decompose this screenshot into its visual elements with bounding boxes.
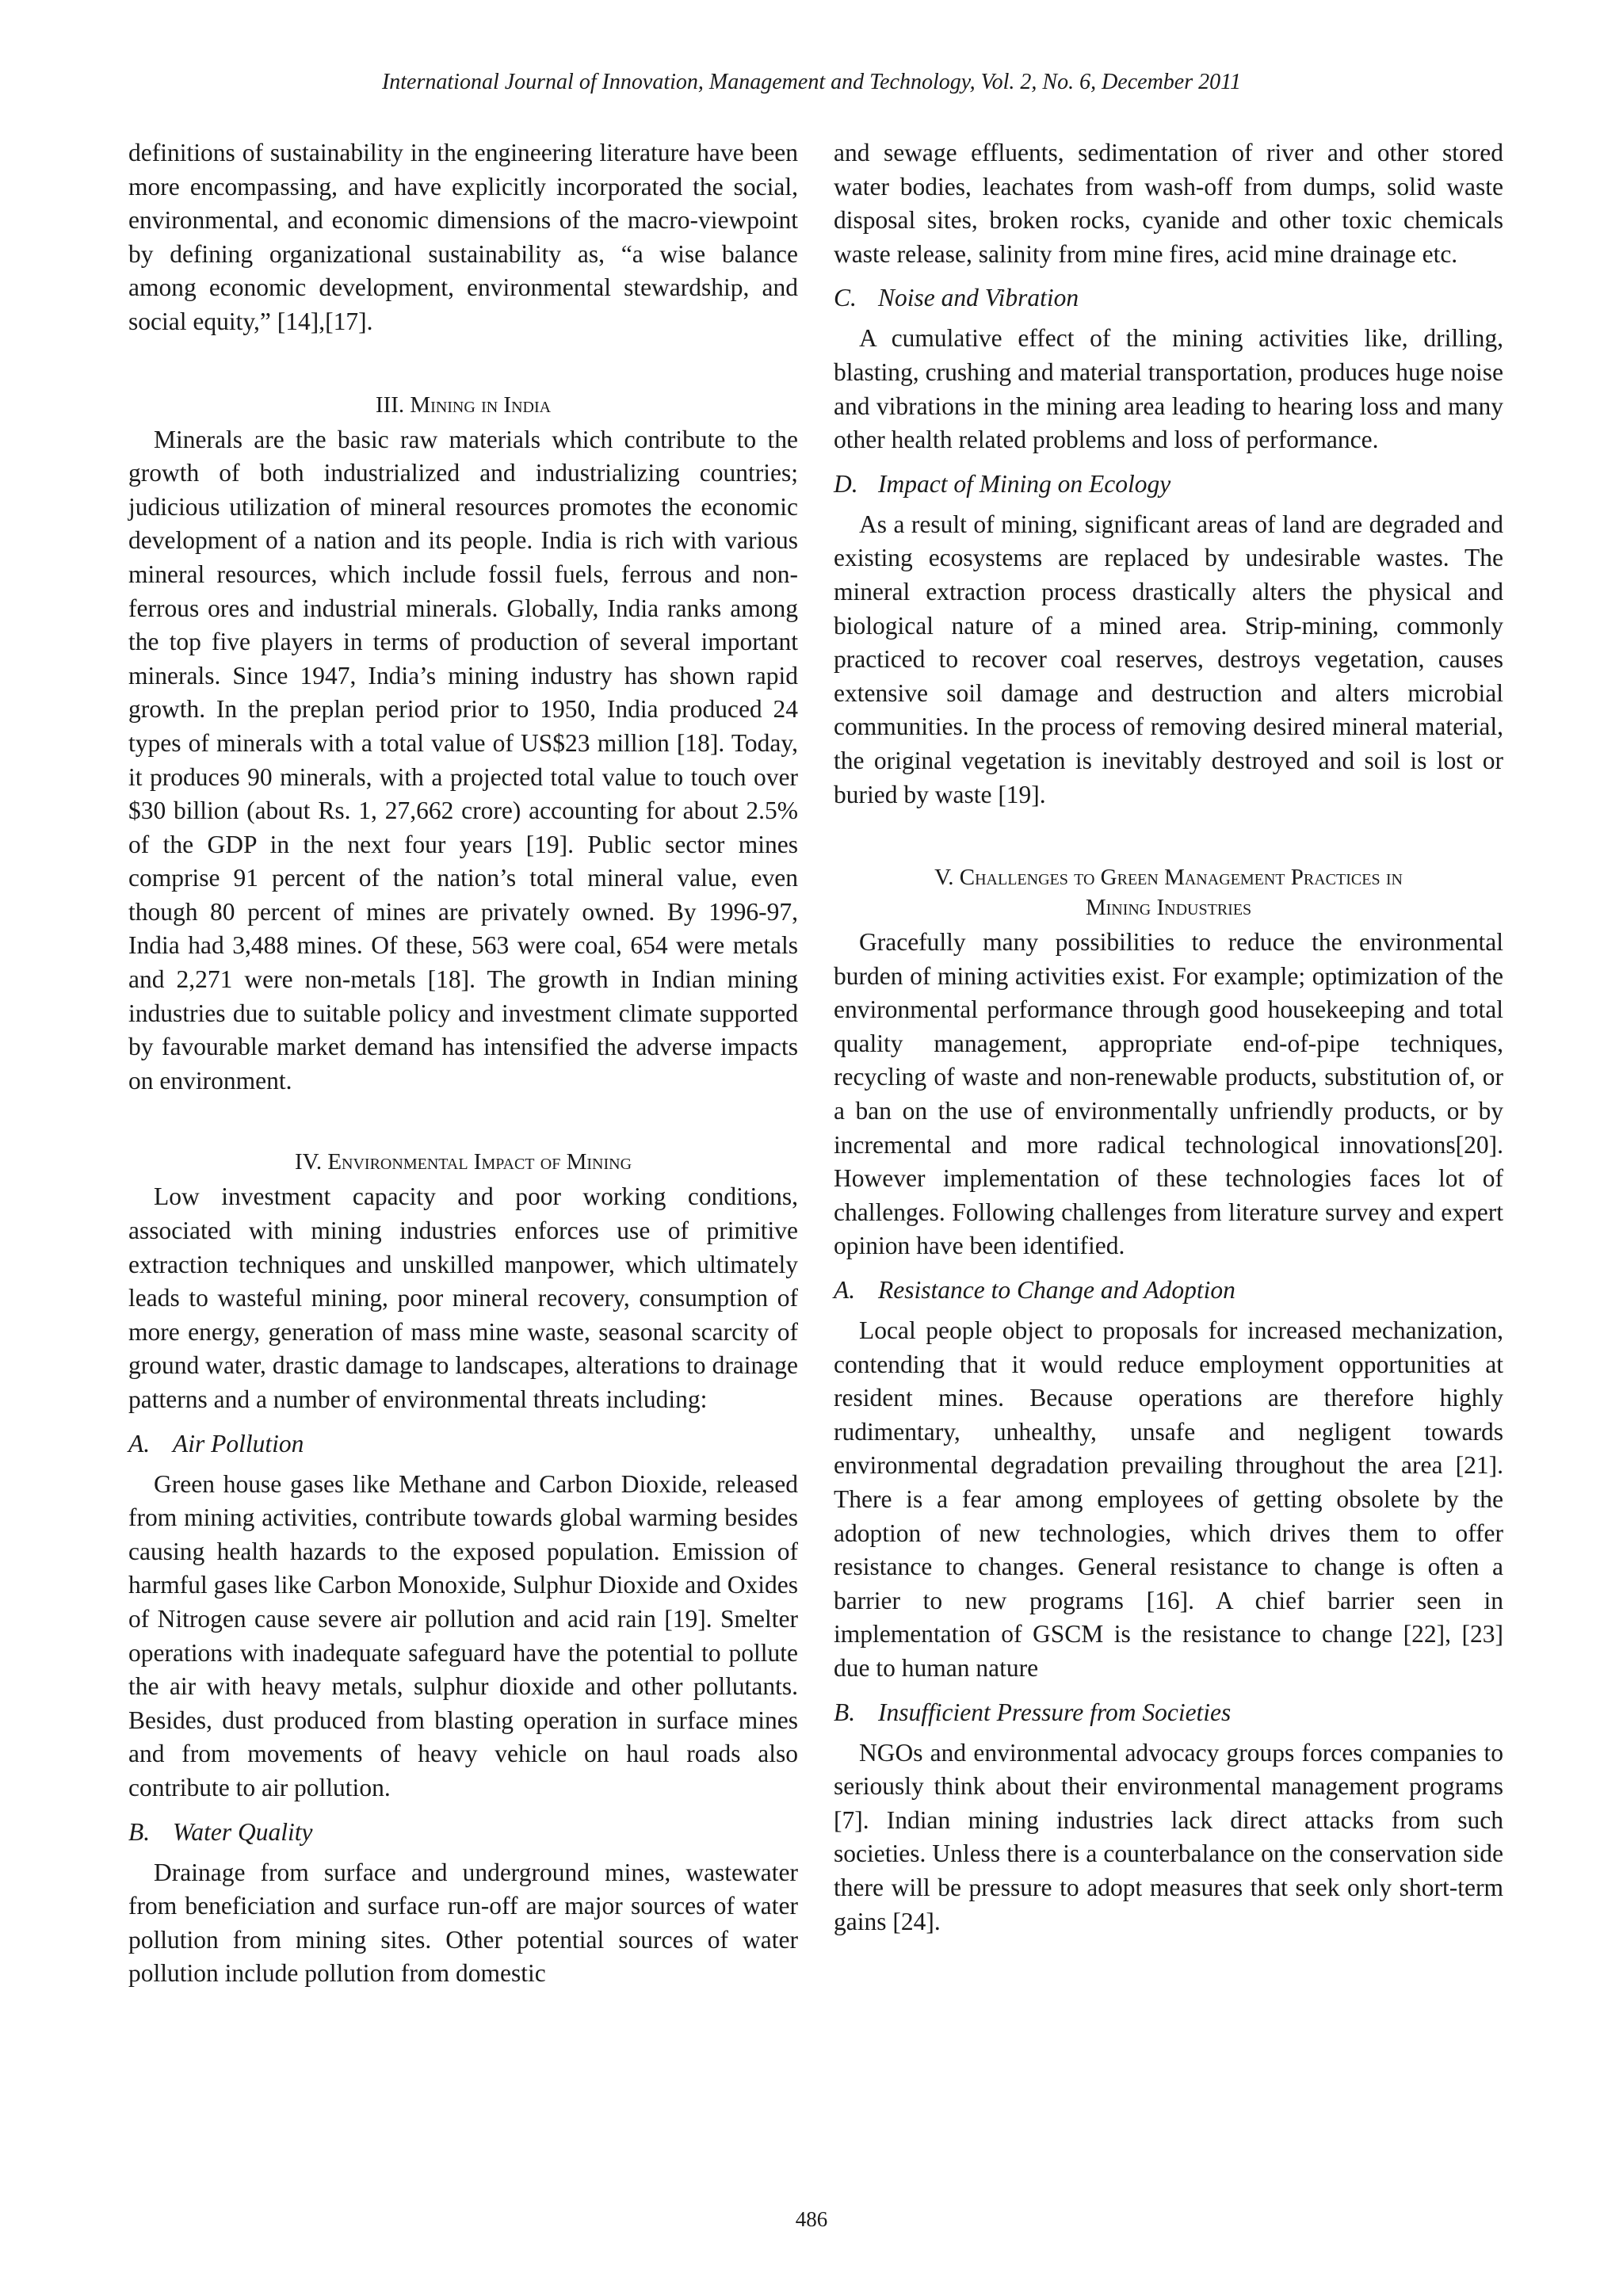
subsection-5a-title: Resistance to Change and Adoption <box>878 1276 1235 1305</box>
section-3-paragraph: Minerals are the basic raw materials which contribute to the growth of both industrialized and industrializing countries; judicious utilization of mineral resources promotes the economic development of a nation and its people. India is rich with various mineral resources, which include fossil fuels, ferrous and non-ferrous ores and industrial minerals. Globally, India ranks among the top five players in terms of production of several important minerals. Since 1947, India’s mining industry has shown rapid growth. In the preplan period prior to 1950, India produced 24 types of minerals with a total value of US$23 million [18]. Today, it produces 90 minerals, with a projected total value to touch over $30 billion (about Rs. 1, 27,662 crore) accounting for about 2.5% of the GDP in the next four years [19]. Public sector mines comprise 91 percent of the nation’s total mineral value, even though 80 percent of mines are privately owned. By 1996-97, India had 3,488 mines. Of these, 563 were coal, 654 were metals and 2,271 were non-metals [18]. The growth in Indian mining industries due to suitable policy and investment climate supported by favourable market demand has intensified the adverse impacts on environment. <box>128 425 798 1095</box>
section-5-heading <box>834 862 1503 923</box>
subsection-4d-letter: D. <box>834 469 858 498</box>
subsection-4c-letter: C. <box>834 284 857 312</box>
section-5-paragraph: Gracefully many possibilities to reduce the environmental burden of mining activities exist. For example; optimization of the environmental performance through good housekeeping and total quality management, appropriate end-of-pipe techniques, recycling of waste and non-renewable products, substitution of, or a ban on the use of environmentally unfriendly products, or by incremental and more radical technological innovations[20]. However implementation of these technologies faces lot of challenges. Following challenges from literature survey and expert opinion have been identified. <box>834 928 1503 1260</box>
subsection-5b-heading <box>834 1697 1503 1729</box>
subsection-4d-heading <box>834 468 1503 500</box>
subsection-4c-heading <box>834 282 1503 314</box>
page-number: 486 <box>795 2207 828 2231</box>
section-5-heading-line1: V. Challenges to Green Management Practices in <box>934 865 1403 891</box>
subsection-4b-letter: B. <box>128 1817 151 1846</box>
intro-paragraph: definitions of sustainability in the engineering literature have been more encompassing, and have explicitly incorporated the social, environmental, and economic dimensions of the macro-viewpoint by defining organizational sustainability as, “a wise balance among economic development, environmental stewardship, and social equity,” [14],[17]. <box>128 139 798 335</box>
subsection-5a-paragraph: Local people object to proposals for increased mechanization, contending that it would reduce employment opportunities at resident mines. Because operations are therefore highly rudimentary, unhealthy, unsafe and negligent towards environmental degradation prevailing throughout the area [21]. There is a fear among employees of getting obsolete by the adoption of new technologies, which drives them to offer resistance to changes. General resistance to change is often a barrier to new programs [16]. A chief barrier seen in implementation of GSCM is the resistance to change [22], [23] due to human nature <box>834 1316 1503 1682</box>
subsection-5b-letter: B. <box>834 1698 856 1726</box>
subsection-5b-title: Insufficient Pressure from Societies <box>878 1698 1232 1726</box>
subsection-4d-title: Impact of Mining on Ecology <box>878 469 1171 498</box>
left-column <box>128 136 798 1991</box>
journal-header: International Journal of Innovation, Management and Technology, Vol. 2, No. 6, December 2011 <box>381 70 1242 94</box>
section-5-heading-line2: Mining Industries <box>1085 895 1252 921</box>
continued-paragraph: and sewage effluents, sedimentation of river and other stored water bodies, leachates from wash-off from dumps, solid waste disposal sites, broken rocks, cyanide and other toxic chemicals waste release, salinity from mine fires, acid mine drainage etc. <box>834 139 1503 268</box>
section-4-paragraph: Low investment capacity and poor working conditions, associated with mining industries enforces use of primitive extraction techniques and unskilled manpower, which ultimately leads to wasteful mining, poor mineral recovery, consumption of more energy, generation of mass mine waste, seasonal scarcity of ground water, drastic damage to landscapes, alterations to drainage patterns and a number of environmental threats including: <box>128 1182 798 1413</box>
subsection-5b-paragraph: NGOs and environmental advocacy groups forces companies to seriously think about their environmental management programs [7]. Indian mining industries lack direct attacks from such societies. Unless there is a counterbalance on the conservation side there will be pressure to adopt measures that seek only short-term gains [24]. <box>834 1738 1503 1935</box>
subsection-4d-paragraph: As a result of mining, significant areas of land are degraded and existing ecosystems are replaced by undesirable wastes. The mineral extraction process drastically alters the physical and biological nature of a mined area. Strip-mining, commonly practiced to recover coal reserves, destroys vegetation, causes extensive soil damage and destruction and alters microbial communities. In the process of removing desired mineral material, the original vegetation is inevitably destroyed and soil is lost or buried by waste [19]. <box>834 510 1503 808</box>
subsection-4c-title: Noise and Vibration <box>878 284 1079 312</box>
subsection-4b-paragraph: Drainage from surface and underground mines, wastewater from beneficiation and surface run-off are major sources of water pollution from mining sites. Other potential sources of water pollution include pollution from domestic <box>128 1858 798 1988</box>
subsection-4a-heading <box>128 1428 798 1460</box>
subsection-4a-paragraph: Green house gases like Methane and Carbon Dioxide, released from mining activities, contribute towards global warming besides causing health hazards to the exposed population. Emission of harmful gases like Carbon Monoxide, Sulphur Dioxide and Oxides of Nitrogen cause severe air pollution and acid rain [19]. Smelter operations with inadequate safeguard have the potential to pollute the air with heavy metals, sulphur dioxide and other pollutants. Besides, dust produced from blasting operation in surface mines and from movements of heavy vehicle on haul roads also contribute to air pollution. <box>128 1469 798 1801</box>
subsection-4b-title: Water Quality <box>173 1817 313 1846</box>
subsection-4b-heading <box>128 1817 798 1848</box>
subsection-5a-heading <box>834 1274 1503 1306</box>
subsection-4a-title: Air Pollution <box>173 1429 304 1457</box>
section-4-heading: IV. Environmental Impact of Mining <box>294 1149 632 1175</box>
right-column <box>834 136 1503 1939</box>
subsection-4a-letter: A. <box>128 1429 151 1457</box>
section-3-heading: III. Mining in India <box>375 392 552 418</box>
subsection-4c-paragraph: A cumulative effect of the mining activities like, drilling, blasting, crushing and material transportation, produces huge noise and vibrations in the mining area leading to hearing loss and many other health related problems and loss of performance. <box>834 324 1503 454</box>
subsection-5a-letter: A. <box>834 1276 856 1305</box>
